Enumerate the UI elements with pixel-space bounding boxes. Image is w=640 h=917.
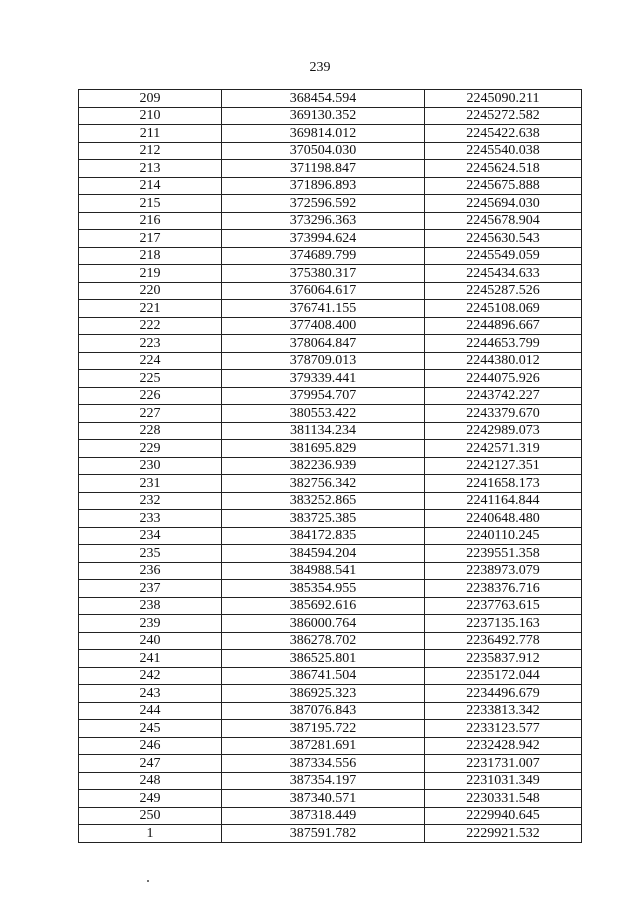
x-coordinate-cell: 378064.847	[222, 335, 425, 353]
y-coordinate-cell: 2243379.670	[425, 405, 582, 423]
y-coordinate-cell: 2241658.173	[425, 475, 582, 493]
point-number-cell: 248	[79, 772, 222, 790]
point-number-cell: 211	[79, 125, 222, 143]
table-row	[79, 755, 582, 773]
point-number-cell: 228	[79, 422, 222, 440]
x-coordinate-cell: 384172.835	[222, 527, 425, 545]
y-coordinate-cell: 2242127.351	[425, 457, 582, 475]
table-row	[79, 562, 582, 580]
table-row	[79, 90, 582, 108]
y-coordinate-cell: 2230331.548	[425, 790, 582, 808]
x-coordinate-cell: 383725.385	[222, 510, 425, 528]
x-coordinate-cell: 384988.541	[222, 562, 425, 580]
y-coordinate-cell: 2236492.778	[425, 632, 582, 650]
table-row	[79, 195, 582, 213]
point-number-cell: 215	[79, 195, 222, 213]
x-coordinate-cell: 386278.702	[222, 632, 425, 650]
x-coordinate-cell: 384594.204	[222, 545, 425, 563]
stray-mark	[147, 880, 149, 882]
y-coordinate-cell: 2244380.012	[425, 352, 582, 370]
x-coordinate-cell: 380553.422	[222, 405, 425, 423]
y-coordinate-cell: 2245694.030	[425, 195, 582, 213]
point-number-cell: 244	[79, 702, 222, 720]
point-number-cell: 247	[79, 755, 222, 773]
x-coordinate-cell: 387318.449	[222, 807, 425, 825]
x-coordinate-cell: 369130.352	[222, 107, 425, 125]
y-coordinate-cell: 2237135.163	[425, 615, 582, 633]
x-coordinate-cell: 373296.363	[222, 212, 425, 230]
table-row	[79, 317, 582, 335]
x-coordinate-cell: 381695.829	[222, 440, 425, 458]
table-row	[79, 300, 582, 318]
y-coordinate-cell: 2245287.526	[425, 282, 582, 300]
point-number-cell: 218	[79, 247, 222, 265]
x-coordinate-cell: 374689.799	[222, 247, 425, 265]
x-coordinate-cell: 369814.012	[222, 125, 425, 143]
point-number-cell: 237	[79, 580, 222, 598]
x-coordinate-cell: 387591.782	[222, 825, 425, 843]
table-row	[79, 212, 582, 230]
x-coordinate-cell: 376741.155	[222, 300, 425, 318]
y-coordinate-cell: 2245434.633	[425, 265, 582, 283]
x-coordinate-cell: 387195.722	[222, 720, 425, 738]
table-row	[79, 475, 582, 493]
y-coordinate-cell: 2245540.038	[425, 142, 582, 160]
x-coordinate-cell: 378709.013	[222, 352, 425, 370]
table-row	[79, 527, 582, 545]
point-number-cell: 212	[79, 142, 222, 160]
point-number-cell: 210	[79, 107, 222, 125]
point-number-cell: 232	[79, 492, 222, 510]
x-coordinate-cell: 382756.342	[222, 475, 425, 493]
x-coordinate-cell: 371896.893	[222, 177, 425, 195]
y-coordinate-cell: 2245108.069	[425, 300, 582, 318]
point-number-cell: 224	[79, 352, 222, 370]
x-coordinate-cell: 386925.323	[222, 685, 425, 703]
y-coordinate-cell: 2240648.480	[425, 510, 582, 528]
x-coordinate-cell: 382236.939	[222, 457, 425, 475]
table-row	[79, 107, 582, 125]
y-coordinate-cell: 2235172.044	[425, 667, 582, 685]
table-row	[79, 615, 582, 633]
point-number-cell: 223	[79, 335, 222, 353]
point-number-cell: 250	[79, 807, 222, 825]
y-coordinate-cell: 2229940.645	[425, 807, 582, 825]
y-coordinate-cell: 2231031.349	[425, 772, 582, 790]
point-number-cell: 216	[79, 212, 222, 230]
y-coordinate-cell: 2244075.926	[425, 370, 582, 388]
y-coordinate-cell: 2239551.358	[425, 545, 582, 563]
table-row	[79, 790, 582, 808]
y-coordinate-cell: 2243742.227	[425, 387, 582, 405]
point-number-cell: 240	[79, 632, 222, 650]
table-row	[79, 230, 582, 248]
point-number-cell: 238	[79, 597, 222, 615]
y-coordinate-cell: 2245422.638	[425, 125, 582, 143]
table-row	[79, 370, 582, 388]
point-number-cell: 230	[79, 457, 222, 475]
x-coordinate-cell: 373994.624	[222, 230, 425, 248]
point-number-cell: 236	[79, 562, 222, 580]
coordinate-table	[78, 89, 582, 843]
x-coordinate-cell: 371198.847	[222, 160, 425, 178]
x-coordinate-cell: 386000.764	[222, 615, 425, 633]
table-row	[79, 387, 582, 405]
point-number-cell: 225	[79, 370, 222, 388]
table-row	[79, 282, 582, 300]
y-coordinate-cell: 2244896.667	[425, 317, 582, 335]
y-coordinate-cell: 2241164.844	[425, 492, 582, 510]
table-row	[79, 352, 582, 370]
point-number-cell: 220	[79, 282, 222, 300]
point-number-cell: 1	[79, 825, 222, 843]
page-number: 239	[309, 60, 331, 75]
point-number-cell: 233	[79, 510, 222, 528]
y-coordinate-cell: 2242571.319	[425, 440, 582, 458]
table-row	[79, 142, 582, 160]
y-coordinate-cell: 2238376.716	[425, 580, 582, 598]
point-number-cell: 249	[79, 790, 222, 808]
y-coordinate-cell: 2235837.912	[425, 650, 582, 668]
x-coordinate-cell: 387334.556	[222, 755, 425, 773]
y-coordinate-cell: 2233813.342	[425, 702, 582, 720]
x-coordinate-cell: 372596.592	[222, 195, 425, 213]
x-coordinate-cell: 370504.030	[222, 142, 425, 160]
table-row	[79, 720, 582, 738]
table-body	[79, 90, 582, 843]
point-number-cell: 214	[79, 177, 222, 195]
y-coordinate-cell: 2240110.245	[425, 527, 582, 545]
table-row	[79, 177, 582, 195]
y-coordinate-cell: 2244653.799	[425, 335, 582, 353]
point-number-cell: 234	[79, 527, 222, 545]
table-row	[79, 580, 582, 598]
point-number-cell: 222	[79, 317, 222, 335]
point-number-cell: 221	[79, 300, 222, 318]
table-row	[79, 545, 582, 563]
x-coordinate-cell: 379339.441	[222, 370, 425, 388]
table-row	[79, 335, 582, 353]
table-row	[79, 597, 582, 615]
table-row	[79, 632, 582, 650]
point-number-cell: 245	[79, 720, 222, 738]
point-number-cell: 219	[79, 265, 222, 283]
point-number-cell: 246	[79, 737, 222, 755]
table-row	[79, 825, 582, 843]
table-row	[79, 457, 582, 475]
table-row	[79, 650, 582, 668]
y-coordinate-cell: 2245624.518	[425, 160, 582, 178]
table-row	[79, 125, 582, 143]
point-number-cell: 209	[79, 90, 222, 108]
x-coordinate-cell: 387281.691	[222, 737, 425, 755]
y-coordinate-cell: 2245549.059	[425, 247, 582, 265]
point-number-cell: 227	[79, 405, 222, 423]
x-coordinate-cell: 386741.504	[222, 667, 425, 685]
point-number-cell: 239	[79, 615, 222, 633]
y-coordinate-cell: 2233123.577	[425, 720, 582, 738]
table-row	[79, 772, 582, 790]
table-row	[79, 685, 582, 703]
point-number-cell: 243	[79, 685, 222, 703]
point-number-cell: 235	[79, 545, 222, 563]
y-coordinate-cell: 2238973.079	[425, 562, 582, 580]
point-number-cell: 229	[79, 440, 222, 458]
y-coordinate-cell: 2245090.211	[425, 90, 582, 108]
point-number-cell: 241	[79, 650, 222, 668]
point-number-cell: 242	[79, 667, 222, 685]
table-row	[79, 405, 582, 423]
point-number-cell: 226	[79, 387, 222, 405]
y-coordinate-cell: 2245272.582	[425, 107, 582, 125]
x-coordinate-cell: 387076.843	[222, 702, 425, 720]
y-coordinate-cell: 2231731.007	[425, 755, 582, 773]
x-coordinate-cell: 376064.617	[222, 282, 425, 300]
x-coordinate-cell: 379954.707	[222, 387, 425, 405]
x-coordinate-cell: 377408.400	[222, 317, 425, 335]
y-coordinate-cell: 2245678.904	[425, 212, 582, 230]
table-row	[79, 492, 582, 510]
x-coordinate-cell: 387340.571	[222, 790, 425, 808]
table-row	[79, 160, 582, 178]
table-row	[79, 247, 582, 265]
x-coordinate-cell: 375380.317	[222, 265, 425, 283]
table-row	[79, 265, 582, 283]
y-coordinate-cell: 2234496.679	[425, 685, 582, 703]
y-coordinate-cell: 2245630.543	[425, 230, 582, 248]
table-row	[79, 422, 582, 440]
table-row	[79, 510, 582, 528]
table-row	[79, 440, 582, 458]
table-row	[79, 807, 582, 825]
y-coordinate-cell: 2237763.615	[425, 597, 582, 615]
y-coordinate-cell: 2229921.532	[425, 825, 582, 843]
x-coordinate-cell: 368454.594	[222, 90, 425, 108]
x-coordinate-cell: 385354.955	[222, 580, 425, 598]
table-row	[79, 702, 582, 720]
table-row	[79, 667, 582, 685]
x-coordinate-cell: 383252.865	[222, 492, 425, 510]
x-coordinate-cell: 387354.197	[222, 772, 425, 790]
y-coordinate-cell: 2242989.073	[425, 422, 582, 440]
x-coordinate-cell: 381134.234	[222, 422, 425, 440]
x-coordinate-cell: 385692.616	[222, 597, 425, 615]
point-number-cell: 213	[79, 160, 222, 178]
point-number-cell: 217	[79, 230, 222, 248]
y-coordinate-cell: 2245675.888	[425, 177, 582, 195]
table-row	[79, 737, 582, 755]
y-coordinate-cell: 2232428.942	[425, 737, 582, 755]
x-coordinate-cell: 386525.801	[222, 650, 425, 668]
point-number-cell: 231	[79, 475, 222, 493]
